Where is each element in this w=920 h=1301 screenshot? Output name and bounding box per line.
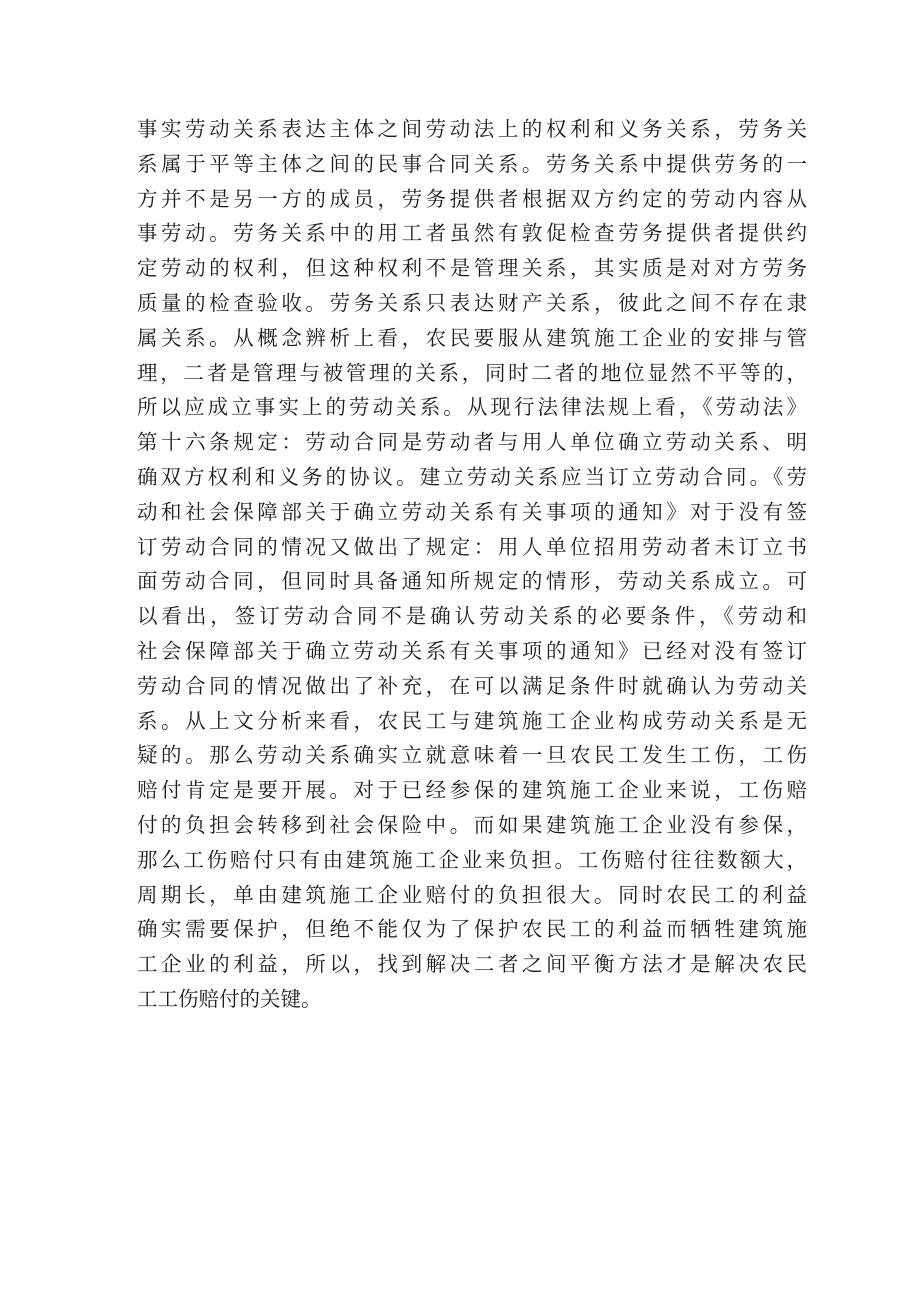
paragraph-line: 疑的。那么劳动关系确实立就意味着一旦农民工发生工伤，工伤	[137, 743, 807, 768]
paragraph-line: 周期长，单由建筑施工企业赔付的负担很大。同时农民工的利益	[137, 882, 807, 907]
paragraph-line: 工企业的利益，所以，找到解决二者之间平衡方法才是解决农民	[137, 952, 807, 977]
paragraph-line: 理，二者是管理与被管理的关系，同时二者的地位显然不平等的，	[137, 360, 807, 385]
paragraph-line: 所以应成立事实上的劳动关系。从现行法律法规上看，《劳动法》	[137, 395, 807, 420]
paragraph-line: 定劳动的权利，但这种权利不是管理关系，其实质是对对方劳务	[137, 256, 807, 281]
paragraph-line: 系。从上文分析来看，农民工与建筑施工企业构成劳动关系是无	[137, 708, 807, 733]
paragraph-line: 动和社会保障部关于确立劳动关系有关事项的通知》对于没有签	[137, 499, 807, 524]
paragraph-line: 方并不是另一方的成员，劳务提供者根据双方约定的劳动内容从	[137, 186, 807, 211]
paragraph-line: 劳动合同的情况做出了补充，在可以满足条件时就确认为劳动关	[137, 673, 807, 698]
paragraph-line: 那么工伤赔付只有由建筑施工企业来负担。工伤赔付往往数额大，	[137, 847, 807, 872]
paragraph-line: 工工伤赔付的关键。	[137, 986, 322, 1011]
paragraph-line: 社会保障部关于确立劳动关系有关事项的通知》已经对没有签订	[137, 638, 807, 663]
paragraph-line: 质量的检查验收。劳务关系只表达财产关系，彼此之间不存在隶	[137, 290, 807, 315]
paragraph-line: 付的负担会转移到社会保险中。而如果建筑施工企业没有参保，	[137, 812, 807, 837]
paragraph-line: 订劳动合同的情况又做出了规定：用人单位招用劳动者未订立书	[137, 534, 807, 559]
paragraph-line: 属关系。从概念辨析上看，农民要服从建筑施工企业的安排与管	[137, 325, 807, 350]
paragraph-line: 确双方权利和义务的协议。建立劳动关系应当订立劳动合同。《劳	[137, 464, 807, 489]
paragraph-line: 以看出，签订劳动合同不是确认劳动关系的必要条件，《劳动和	[137, 604, 807, 629]
body-paragraph	[137, 112, 807, 1017]
paragraph-line: 面劳动合同，但同时具备通知所规定的情形，劳动关系成立。可	[137, 569, 807, 594]
paragraph-line: 第十六条规定：劳动合同是劳动者与用人单位确立劳动关系、明	[137, 430, 807, 455]
paragraph-line: 赔付肯定是要开展。对于已经参保的建筑施工企业来说，工伤赔	[137, 778, 807, 803]
paragraph-line: 事实劳动关系表达主体之间劳动法上的权利和义务关系，劳务关	[137, 117, 807, 141]
paragraph-line: 确实需要保护，但绝不能仅为了保护农民工的利益而牺牲建筑施	[137, 917, 807, 942]
paragraph-line: 系属于平等主体之间的民事合同关系。劳务关系中提供劳务的一	[137, 151, 807, 176]
paragraph-line: 事劳动。劳务关系中的用工者虽然有敦促检查劳务提供者提供约	[137, 221, 807, 246]
